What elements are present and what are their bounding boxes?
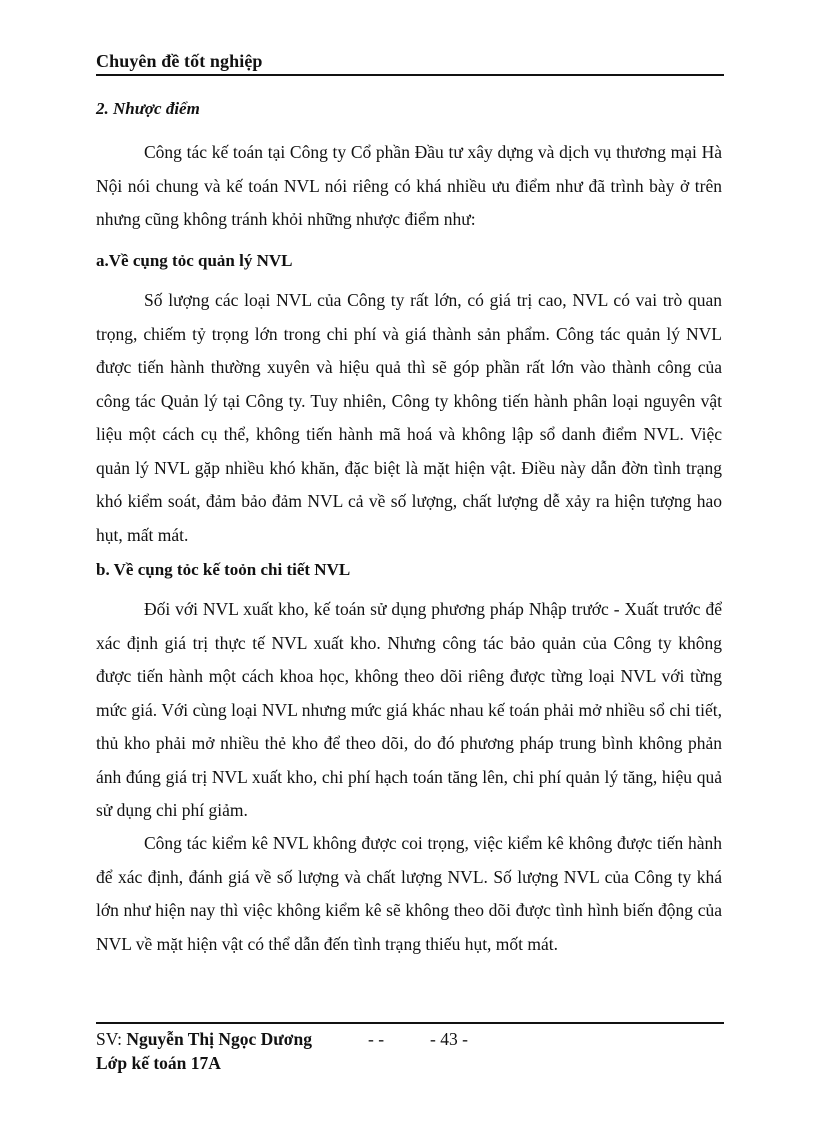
paragraph-section-b-1: Đối với NVL xuất kho, kế toán sử dụng phương pháp Nhập trước - Xuất trước để xác định giá trị thực tế NVL xuất kho. Nhưng công tác bảo quản của Công ty không được tiến hành một cách khoa học, không theo dõi riêng được từng loại NVL với từng mức giá. Với cùng loại NVL nhưng mức giá khác nhau kế toán phải mở nhiều sổ chi tiết, thủ kho phải mở nhiều thẻ kho để theo dõi, do đó phương pháp trung bình không phản ánh đúng giá trị NVL xuất kho, chi phí hạch toán tăng lên, chi phí quản lý tăng, hiệu quả sử dụng chi phí giảm.: [96, 599, 722, 820]
page-header-title: Chuyên đề tốt nghiệp: [96, 51, 263, 71]
paragraph-intro: Công tác kế toán tại Công ty Cổ phần Đầu tư xây dựng và dịch vụ thương mại Hà Nội nói chung và kế toán NVL nói riêng có khá nhiều ưu điểm như đã trình bày ở trên nhưng cũng không tránh khỏi những nhược điểm như:: [96, 142, 722, 229]
footer-sv-label: SV:: [96, 1029, 127, 1049]
section-b-heading: b. Về cụng tỏc kế toỏn chi tiết NVL: [96, 560, 351, 579]
footer-dashes: - -: [368, 1029, 385, 1049]
section-2-heading: 2. Nhược điểm: [96, 99, 200, 118]
paragraph-section-a: Số lượng các loại NVL của Công ty rất lớn, có giá trị cao, NVL có vai trò quan trọng, chiếm tỷ trọng lớn trong chi phí và giá thành sản phẩm. Công tác quản lý NVL được tiến hành thường xuyên và hiệu quả thì sẽ góp phần rất lớn vào thành công của công tác Quản lý tại Công ty. Tuy nhiên, Công ty không tiến hành phân loại nguyên vật liệu một cách cụ thể, không tiến hành mã hoá và không lập sổ danh điểm NVL. Việc quản lý NVL gặp nhiều khó khăn, đặc biệt là mặt hiện vật. Điều này dẫn đờn tình trạng khó kiểm soát, đảm bảo đảm NVL cả về số lượng, chất lượng dễ xảy ra hiện tượng hao hụt, mất mát.: [96, 290, 722, 545]
header-rule: [96, 74, 724, 76]
paragraph-section-b-2: Công tác kiểm kê NVL không được coi trọng, việc kiểm kê không được tiến hành để xác định, đánh giá về số lượng và chất lượng NVL. Số lượng NVL của Công ty khá lớn như hiện nay thì việc không kiểm kê sẽ không theo dõi được tình hình biến động của NVL về mặt hiện vật có thể dẫn đến tình trạng thiếu hụt, mốt mát.: [96, 833, 722, 954]
footer-rule: [96, 1022, 724, 1024]
footer-class-name: Lớp kế toán 17A: [96, 1053, 221, 1073]
document-page: [96, 0, 724, 1123]
section-a-heading: a.Về cụng tỏc quản lý NVL: [96, 251, 293, 270]
footer-student-name: Nguyễn Thị Ngọc Dương: [126, 1029, 312, 1049]
footer-student: [96, 1029, 312, 1050]
footer-page-number: - 43 -: [430, 1029, 468, 1049]
